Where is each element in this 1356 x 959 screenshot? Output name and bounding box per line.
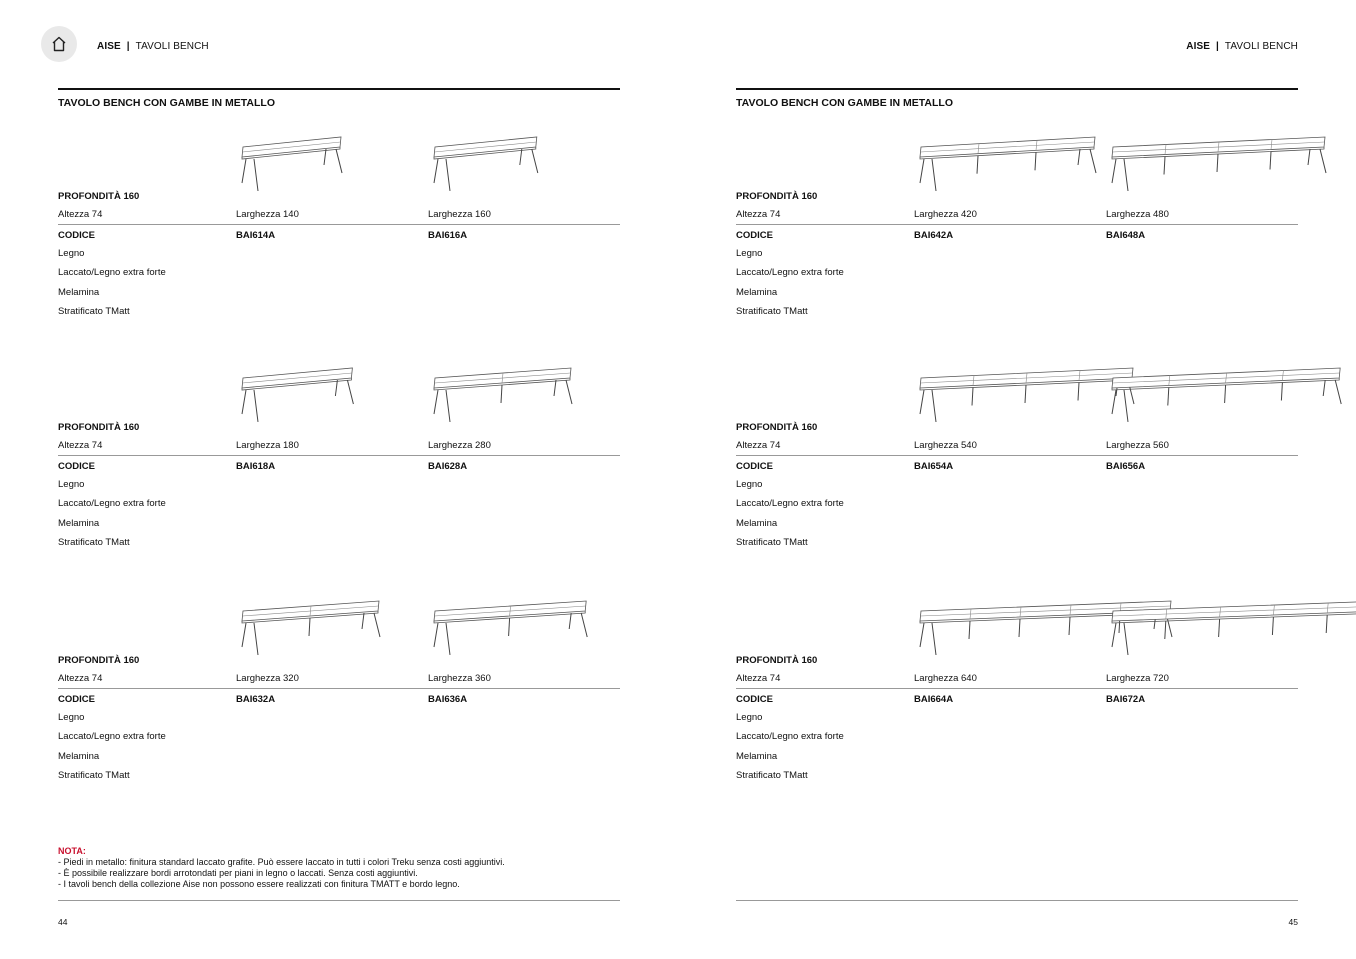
product-block [736, 135, 1298, 317]
finish-label: Melamina [58, 517, 100, 529]
code-label: CODICE [736, 461, 773, 472]
finish-label: Stratificato TMatt [736, 305, 808, 317]
header-separator: | [126, 41, 130, 52]
finish-label: Melamina [58, 286, 100, 298]
width-label: Larghezza 320 [236, 673, 299, 684]
finish-label: Stratificato TMatt [736, 769, 808, 781]
note-line: - Piedi in metallo: finitura standard laccato grafite. Può essere laccato in tutti i colori Treku senza costi aggiuntivi. [58, 857, 505, 867]
width-label: Larghezza 160 [428, 209, 491, 220]
divider [736, 688, 1298, 689]
top-rule [736, 88, 1298, 90]
depth-label: PROFONDITÀ 160 [58, 422, 140, 433]
finish-label: Laccato/Legno extra forte [58, 731, 166, 743]
product-code: BAI642A [914, 230, 954, 241]
page-number: 45 [1288, 917, 1298, 927]
product-code: BAI616A [428, 230, 468, 241]
header-brand: AISE [97, 41, 121, 52]
depth-label: PROFONDITÀ 160 [736, 655, 818, 666]
width-label: Larghezza 720 [1106, 673, 1169, 684]
header-section: TAVOLI BENCH [135, 41, 209, 52]
code-label: CODICE [736, 230, 773, 241]
finish-label: Stratificato TMatt [58, 536, 130, 548]
divider [58, 224, 620, 225]
header-section: TAVOLI BENCH [1224, 41, 1298, 52]
product-code: BAI614A [236, 230, 276, 241]
code-label: CODICE [58, 230, 95, 241]
height-label: Altezza 74 [58, 440, 103, 451]
product-block [58, 135, 620, 317]
finish-label: Legno [58, 712, 85, 723]
bench-table-small-icon [428, 135, 572, 190]
footer-rule [58, 900, 620, 901]
bench-table-icon [428, 599, 621, 654]
bench-table-long-icon [1106, 599, 1356, 654]
product-code: BAI618A [236, 461, 276, 472]
product-block [58, 366, 620, 548]
product-code: BAI672A [1106, 694, 1146, 705]
bench-table-long-icon [1106, 366, 1356, 421]
finish-label: Stratificato TMatt [736, 536, 808, 548]
width-label: Larghezza 540 [914, 440, 977, 451]
finish-label: Legno [58, 248, 85, 259]
height-label: Altezza 74 [58, 209, 103, 220]
bench-table-icon [236, 366, 387, 421]
note-line: - I tavoli bench della collezione Aise non possono essere realizzati con finitura TMATT e bordo legno. [58, 879, 460, 889]
note [58, 846, 505, 890]
note-line: - È possibile realizzare bordi arrotondati per piani in legno o laccati. Senza costi aggiuntivi. [58, 868, 418, 878]
finish-label: Legno [736, 248, 763, 259]
width-label: Larghezza 420 [914, 209, 977, 220]
bench-table-small-icon [236, 135, 376, 190]
height-label: Altezza 74 [736, 440, 781, 451]
product-code: BAI654A [914, 461, 954, 472]
product-block [736, 599, 1298, 781]
finish-label: Laccato/Legno extra forte [58, 267, 166, 279]
footer-rule [736, 900, 1298, 901]
product-code: BAI632A [236, 694, 276, 705]
finish-label: Stratificato TMatt [58, 769, 130, 781]
finish-label: Melamina [736, 517, 778, 529]
header-brand: AISE [1186, 41, 1211, 52]
width-label: Larghezza 480 [1106, 209, 1169, 220]
depth-label: PROFONDITÀ 160 [736, 191, 818, 202]
finish-label: Legno [736, 712, 763, 723]
bench-table-icon [236, 599, 414, 654]
divider [58, 688, 620, 689]
finish-label: Melamina [736, 286, 778, 298]
width-label: Larghezza 640 [914, 673, 977, 684]
product-code: BAI636A [428, 694, 468, 705]
note-label: NOTA: [58, 846, 86, 856]
depth-label: PROFONDITÀ 160 [58, 655, 140, 666]
code-label: CODICE [58, 461, 95, 472]
finish-label: Legno [58, 479, 85, 490]
depth-label: PROFONDITÀ 160 [736, 422, 818, 433]
divider [736, 455, 1298, 456]
height-label: Altezza 74 [736, 673, 781, 684]
top-rule [58, 88, 620, 90]
width-label: Larghezza 140 [236, 209, 299, 220]
product-code: BAI628A [428, 461, 468, 472]
bench-table-long-icon [914, 135, 1130, 190]
product-code: BAI648A [1106, 230, 1146, 241]
product-block [58, 599, 620, 781]
section-title: TAVOLO BENCH CON GAMBE IN METALLO [58, 97, 275, 109]
product-code: BAI664A [914, 694, 954, 705]
page-left [58, 0, 620, 959]
width-label: Larghezza 280 [428, 440, 491, 451]
finish-label: Melamina [736, 750, 778, 762]
divider [58, 455, 620, 456]
finish-label: Legno [736, 479, 763, 490]
depth-label: PROFONDITÀ 160 [58, 191, 140, 202]
section-title: TAVOLO BENCH CON GAMBE IN METALLO [736, 97, 953, 109]
code-label: CODICE [58, 694, 95, 705]
bench-table-icon [428, 366, 606, 421]
page-right [736, 0, 1298, 959]
divider [736, 224, 1298, 225]
finish-label: Laccato/Legno extra forte [58, 498, 166, 510]
bench-table-long-icon [1106, 135, 1356, 190]
width-label: Larghezza 560 [1106, 440, 1169, 451]
finish-label: Laccato/Legno extra forte [736, 731, 844, 743]
product-block [736, 366, 1298, 548]
width-label: Larghezza 180 [236, 440, 299, 451]
height-label: Altezza 74 [736, 209, 781, 220]
finish-label: Stratificato TMatt [58, 305, 130, 317]
code-label: CODICE [736, 694, 773, 705]
width-label: Larghezza 360 [428, 673, 491, 684]
page-number: 44 [58, 917, 68, 927]
product-code: BAI656A [1106, 461, 1146, 472]
finish-label: Melamina [58, 750, 100, 762]
finish-label: Laccato/Legno extra forte [736, 267, 844, 279]
header-separator: | [1216, 41, 1219, 52]
finish-label: Laccato/Legno extra forte [736, 498, 844, 510]
height-label: Altezza 74 [58, 673, 103, 684]
